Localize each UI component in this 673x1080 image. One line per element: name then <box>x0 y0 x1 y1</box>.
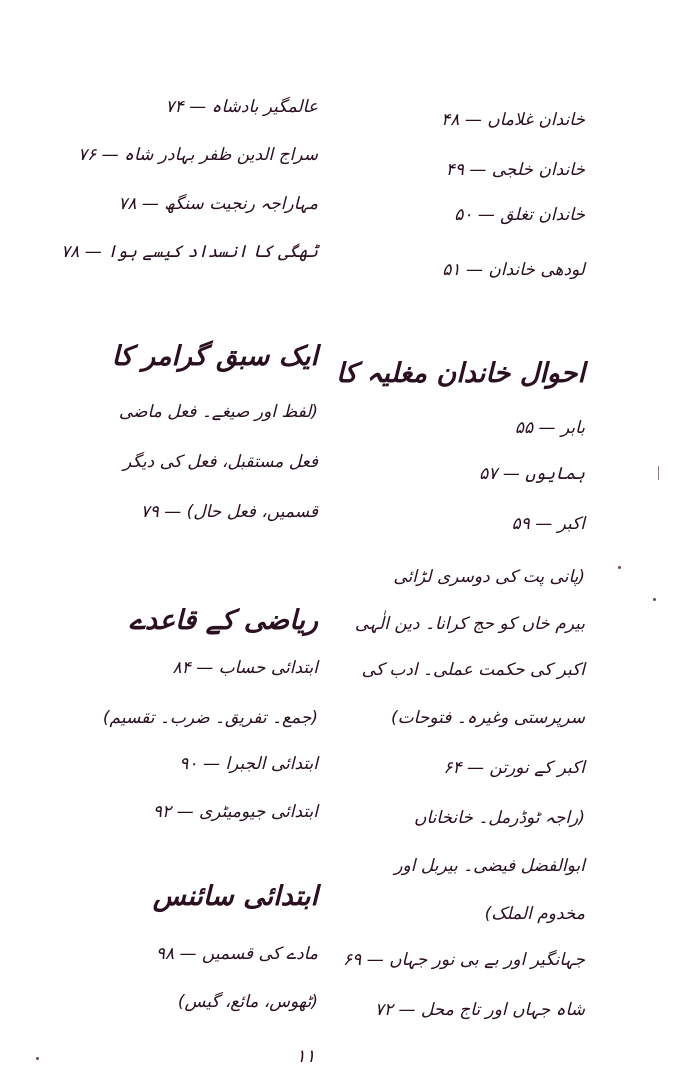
toc-subentry: (ٹھوس، مائع، گیس) <box>177 992 318 1012</box>
toc-entry: اکبر کے نورتن — ۶۴ <box>443 758 585 778</box>
toc-entry: قسمیں، فعل حال) — ۷۹ <box>140 502 318 522</box>
scan-speck <box>618 566 621 569</box>
toc-subentry: مخدوم الملک) <box>484 904 585 924</box>
scan-mark <box>658 466 659 480</box>
toc-subentry: (پانی پت کی دوسری لڑائی <box>393 567 585 587</box>
toc-subentry: سرپرستی وغیرہ۔ فتوحات) <box>391 708 585 728</box>
scan-speck <box>653 598 656 601</box>
toc-entry: لودھی خاندان — ۵۱ <box>442 260 585 280</box>
toc-entry: سراج الدین ظفر بہادر شاہ — ۷۶ <box>77 145 318 165</box>
toc-entry: ہمایوں — ۵۷ <box>479 464 585 484</box>
toc-entry: ابتدائی جیومیٹری — ۹۲ <box>152 802 318 822</box>
toc-entry: اکبر — ۵۹ <box>511 514 585 534</box>
toc-entry: خاندان تغلق — ۵۰ <box>454 205 585 225</box>
toc-entry: خاندان خلجی — ۴۹ <box>445 160 585 180</box>
math-section-heading: ریاضی کے قاعدے <box>129 605 318 636</box>
grammar-section-heading: ایک سبق گرامر کا <box>111 341 318 372</box>
science-section-heading: ابتدائی سائنس <box>152 881 318 912</box>
toc-subentry: (راجہ ٹوڈرمل۔ خانخاناں <box>413 808 585 828</box>
page-number: ۱۱ <box>296 1046 316 1067</box>
toc-entry: ابتدائی الجبرا — ۹۰ <box>179 754 318 774</box>
toc-entry: بابر — ۵۵ <box>514 418 585 438</box>
toc-subentry: اکبر کی حکمت عملی۔ ادب کی <box>361 660 585 680</box>
toc-subentry: ابوالفضل فیضی۔ بیربل اور <box>394 856 585 876</box>
toc-subentry: (لفظ اور صیغے۔ فعل ماضی <box>118 402 318 422</box>
toc-entry: ٹھگی کا انسداد کیسے ہوا — ۷۸ <box>61 242 318 262</box>
toc-entry: مہاراجہ رنجیت سنگھ — ۷۸ <box>118 194 318 214</box>
toc-entry: شاہ جہاں اور تاج محل — ۷۲ <box>374 1000 585 1020</box>
toc-entry: ابتدائی حساب — ۸۴ <box>172 658 318 678</box>
toc-subentry: فعل مستقبل، فعل کی دیگر <box>123 452 318 472</box>
toc-entry: خاندان غلاماں — ۴۸ <box>441 110 585 130</box>
toc-subentry: (جمع۔ تفریق۔ ضرب۔ تقسیم) <box>102 708 318 728</box>
scan-speck <box>36 1057 39 1060</box>
toc-entry: عالمگیر بادشاہ — ۷۴ <box>165 97 318 117</box>
toc-subentry: بیرم خاں کو حج کرانا۔ دین الٰہی <box>354 614 585 634</box>
mughal-section-heading: احوال خاندان مغلیہ کا <box>336 358 585 389</box>
toc-entry: مادے کی قسمیں — ۹۸ <box>155 944 318 964</box>
toc-entry: جہانگیر اور بے بی نور جہاں — ۶۹ <box>343 950 585 970</box>
